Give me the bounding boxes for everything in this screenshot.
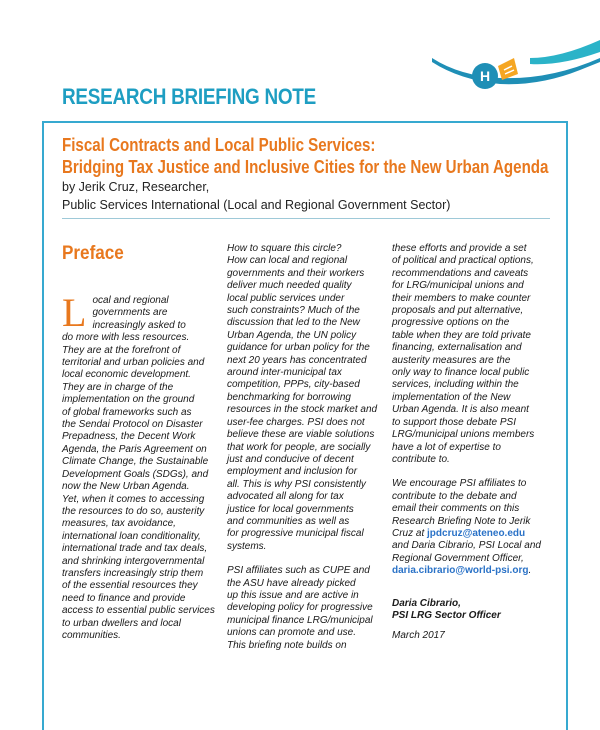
text-line: Yet, when it comes to accessing [62,493,205,505]
signature-date: March 2017 [392,630,445,642]
text-line: How can local and regional [227,255,348,267]
text-line: local economic development. [62,369,191,381]
text-line: international loan conditionality, [62,530,201,542]
text-line: services, including within the [392,379,519,391]
text-line: and communities as well as [227,515,350,527]
text-line: transfers increasingly strip them [62,567,204,579]
text-line: that work for people, are socially [227,441,371,453]
text-line: of global frameworks such as [62,406,192,418]
text-line: discussion that led to the New [227,317,360,329]
text-line: and Daria Cibrario, PSI Local and [392,540,541,552]
text-line: We encourage PSI affiliates to [392,478,527,490]
text-line: for LRG/municipal unions and [392,280,524,292]
text-line: Urban Agenda, the UN policy [227,329,357,341]
text-line: only way to finance local public [392,367,530,379]
text-line: competition, PPPs, city-based [227,379,360,391]
text-line: of the essential resources they [62,580,198,592]
text-line: PSI affiliates such as CUPE and [227,565,370,577]
text-line: to urban dwellers and local [62,617,181,629]
text-line: deliver much needed quality [227,280,352,292]
text-line: contribute to the debate and [392,490,517,502]
text-line: progressive options on the [392,317,510,329]
text-line [392,565,552,577]
text-line: recommendations and caveats [392,267,529,279]
text-line: contribute to. [392,453,450,465]
text-line: They are in charge of the [62,381,174,393]
text-line: financing, externalisation and [392,342,522,354]
text-line: implementation of the New [392,391,511,403]
report-title: RESEARCH BRIEFING NOTE [62,84,316,109]
text-fragment: . [528,565,532,577]
text-line: resources in the stock market and [227,404,378,416]
text-line: municipal finance LRG/municipal [227,614,373,626]
text-line: do more with less resources. [62,332,190,344]
preface-column-1 [62,290,222,642]
column-3-paragraph-1 [392,243,552,466]
text-line: all. This is why PSI consistently [227,478,366,490]
text-line: measures, tax avoidance, [62,518,176,530]
text-line: Agenda, the Paris Agreement on [62,443,207,455]
text-line: for progressive municipal fiscal [227,528,364,540]
text-line: benchmarking for borrowing [227,391,351,403]
text-line: table when they are told private [392,329,531,341]
text-line: advocated all along for tax [227,491,344,503]
text-line: such constraints? Much of the [227,305,360,317]
text-line: international trade and tax deals, [62,543,208,555]
column-3-paragraph-2 [392,478,552,577]
email-link-jerik[interactable]: jpdcruz@ateneo.edu [427,527,526,539]
text-line: up this issue and are active in [227,589,359,601]
organization-logo [430,0,600,90]
text-line: and shrinking intergovernmental [62,555,205,567]
text-line: their members to make counter [392,292,531,304]
signature-role: PSI LRG Sector Officer [392,609,501,621]
text-line: the ASU have already picked [227,577,356,589]
text-line: email their comments on this [392,503,520,515]
text-line: austerity measures are the [392,354,511,366]
text-line: Regional Government Officer, [392,552,524,564]
text-line: Development Goals (SDGs), and [62,468,209,480]
text-line: ocal and regional [92,295,169,306]
byline-author: by Jerik Cruz, Researcher, [62,180,210,194]
text-line: justice for local governments [227,503,354,515]
text-line: next 20 years has concentrated [227,354,367,366]
text-line: believe these are viable solutions [227,429,375,441]
text-line: Climate Change, the Sustainable [62,456,209,468]
text-line [392,528,552,540]
preface-column-2 [227,243,383,664]
column-2-paragraph-2 [227,565,383,652]
text-line: They are at the forefront of [62,344,181,356]
byline-organization: Public Services International (Local and Regional Government Sector) [62,198,451,212]
text-line: governments and their workers [227,267,365,279]
text-line: How to square this circle? [227,243,342,254]
text-line: have a lot of expertise to [392,441,501,453]
text-line: local public services under [227,292,345,304]
text-line: communities. [62,629,121,641]
text-line: guidance for urban policy for the [227,342,370,354]
text-line: Urban Agenda. It is also meant [392,404,529,416]
drop-cap: L [62,290,87,335]
text-line: proposals and put alternative, [392,305,524,317]
text-line: now the New Urban Agenda. [62,481,190,493]
text-line: these efforts and provide a set [392,243,527,254]
signature-block [392,598,552,643]
text-line: LRG/municipal unions members [392,429,535,441]
text-line: territorial and urban policies and [62,357,205,369]
signature-name: Daria Cibrario, [392,597,461,609]
text-line: governments are [92,307,168,319]
text-line: the Sendai Protocol on Disaster [62,419,203,431]
text-line: employment and inclusion for [227,466,358,478]
text-line: This briefing note builds on [227,639,347,651]
text-line: systems. [227,540,267,552]
text-line: need to finance and provide [62,592,186,604]
text-line: increasingly asked to [92,319,186,331]
headline-line-2: Bridging Tax Justice and Inclusive Cities for the New Urban Agenda [62,157,549,177]
divider [62,218,550,219]
text-line: of political and practical options, [392,255,534,267]
preface-column-3 [392,243,552,655]
text-line: developing policy for progressive [227,602,373,614]
email-link-daria[interactable]: daria.cibrario@world-psi.org [392,565,529,577]
logo-letter: H [479,68,491,84]
text-line: just and conducive of decent [227,453,354,465]
preface-heading: Preface [62,243,124,264]
text-line: Prepadness, the Decent Work [62,431,196,443]
headline-block [62,134,562,214]
text-line: around inter-municipal tax [227,367,342,379]
text-line: user-fee charges. PSI does not [227,416,365,428]
text-line: access to essential public services [62,605,215,617]
text-line: unions can promote and use. [227,627,356,639]
headline-line-1: Fiscal Contracts and Local Public Services: [62,135,376,155]
text-line: implementation on the ground [62,394,195,406]
column-2-paragraph-1 [227,243,383,553]
text-fragment: Cruz at [392,527,428,539]
text-line: to support those debate PSI [392,416,516,428]
text-line: Research Briefing Note to Jerik [392,515,531,527]
text-line: the resources to do so, austerity [62,505,205,517]
